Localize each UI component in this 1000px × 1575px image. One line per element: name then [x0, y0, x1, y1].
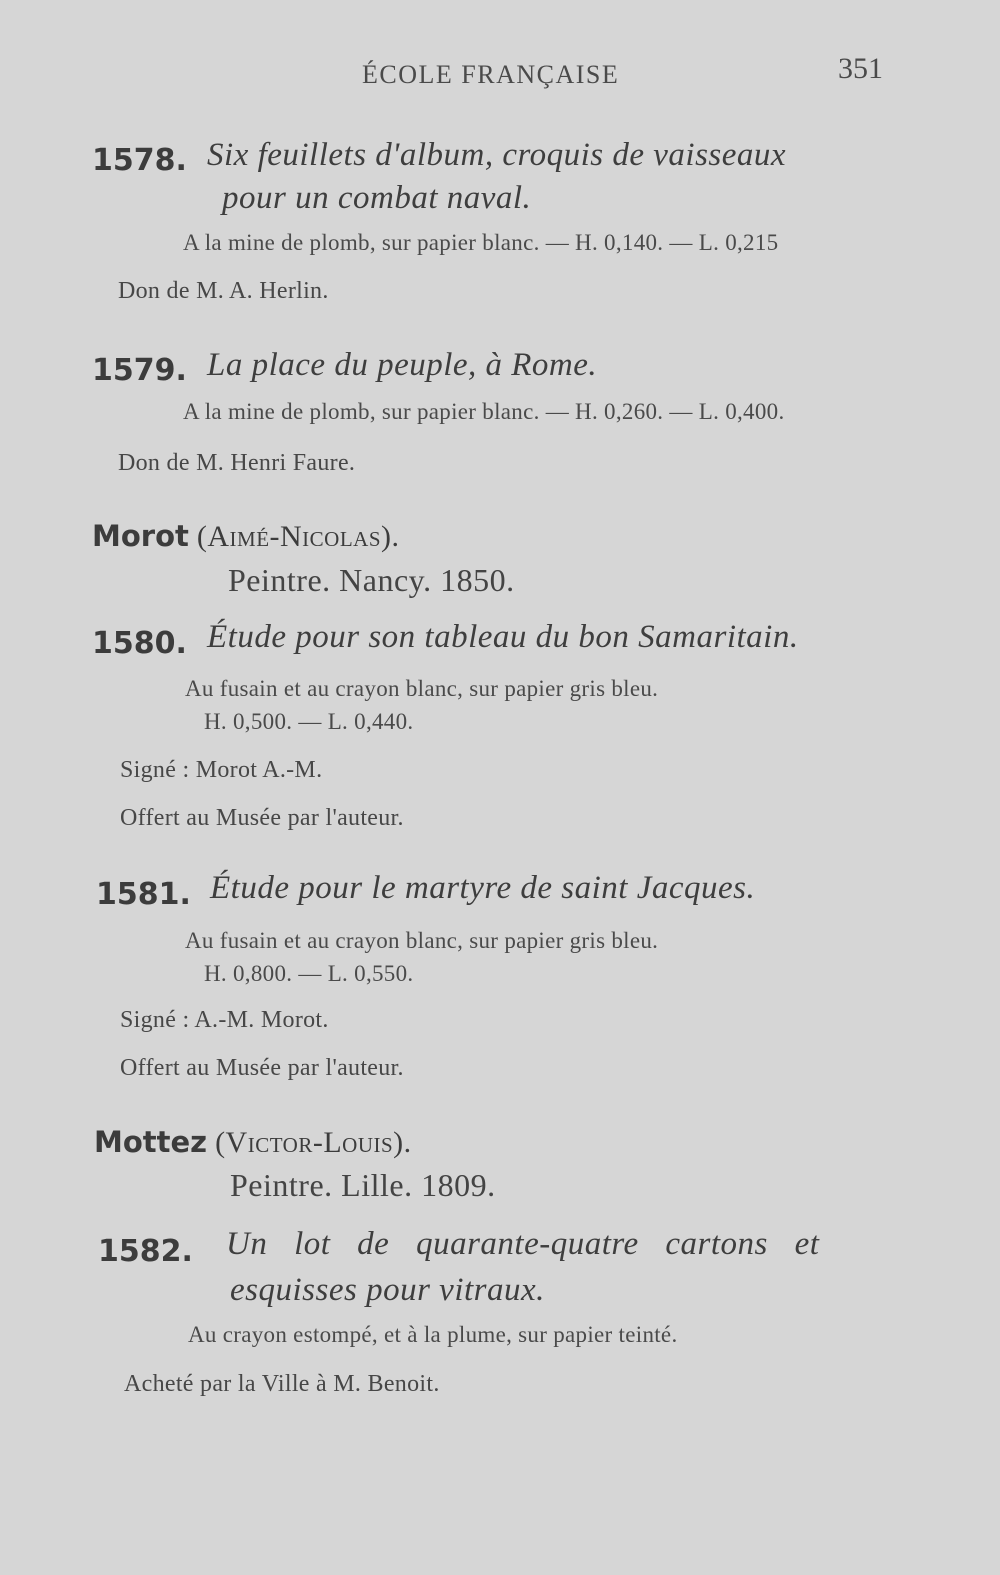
entry-title-continued: pour un combat naval.	[222, 180, 532, 216]
entry-title: Un lot de quarante-quatre cartons et	[226, 1226, 820, 1262]
entry-title: La place du peuple, à Rome.	[207, 347, 598, 383]
entry-description: A la mine de plomb, sur papier blanc. — H. 0,260. — L. 0,400.	[183, 399, 785, 424]
artist-heading	[94, 1123, 412, 1160]
entry-number: 1578.	[92, 143, 187, 178]
entry-title-continued: esquisses pour vitraux.	[230, 1272, 545, 1308]
entry-provenance: Don de M. A. Herlin.	[118, 278, 329, 304]
entry-title: Six feuillets d'album, croquis de vaisseaux	[207, 137, 787, 173]
entry-number: 1580.	[92, 626, 187, 661]
artist-given-names: (Aimé-Nicolas).	[196, 520, 400, 553]
artist-given-names: (Victor-Louis).	[215, 1126, 412, 1159]
entry-provenance: Don de M. Henri Faure.	[118, 450, 356, 476]
artist-info: Peintre. Lille. 1809.	[230, 1167, 496, 1203]
entry-description: Au crayon estompé, et à la plume, sur papier teinté.	[188, 1322, 678, 1347]
artist-surname: Mottez	[94, 1125, 208, 1159]
entry-number: 1579.	[92, 353, 187, 388]
artist-heading	[92, 517, 400, 554]
entry-signature: Signé : A.-M. Morot.	[120, 1007, 329, 1033]
running-title: ÉCOLE FRANÇAISE	[362, 60, 620, 89]
entry-provenance: Acheté par la Ville à M. Benoit.	[124, 1371, 440, 1397]
entry-description: Au fusain et au crayon blanc, sur papier gris bleu.	[185, 928, 659, 953]
entry-number: 1582.	[98, 1234, 193, 1269]
entry-number: 1581.	[96, 877, 191, 912]
entry-signature: Signé : Morot A.-M.	[120, 757, 323, 783]
artist-surname: Morot	[92, 519, 189, 553]
entry-title: Étude pour le martyre de saint Jacques.	[210, 870, 756, 906]
entry-title: Étude pour son tableau du bon Samaritain.	[207, 619, 799, 655]
entry-dimensions: H. 0,800. — L. 0,550.	[204, 961, 414, 986]
entry-description: A la mine de plomb, sur papier blanc. — H. 0,140. — L. 0,215	[183, 230, 779, 255]
entry-dimensions: H. 0,500. — L. 0,440.	[204, 709, 414, 734]
artist-info: Peintre. Nancy. 1850.	[228, 562, 515, 598]
page-number: 351	[838, 52, 883, 85]
entry-provenance: Offert au Musée par l'auteur.	[120, 1055, 404, 1081]
entry-description: Au fusain et au crayon blanc, sur papier gris bleu.	[185, 676, 659, 701]
entry-provenance: Offert au Musée par l'auteur.	[120, 805, 404, 831]
